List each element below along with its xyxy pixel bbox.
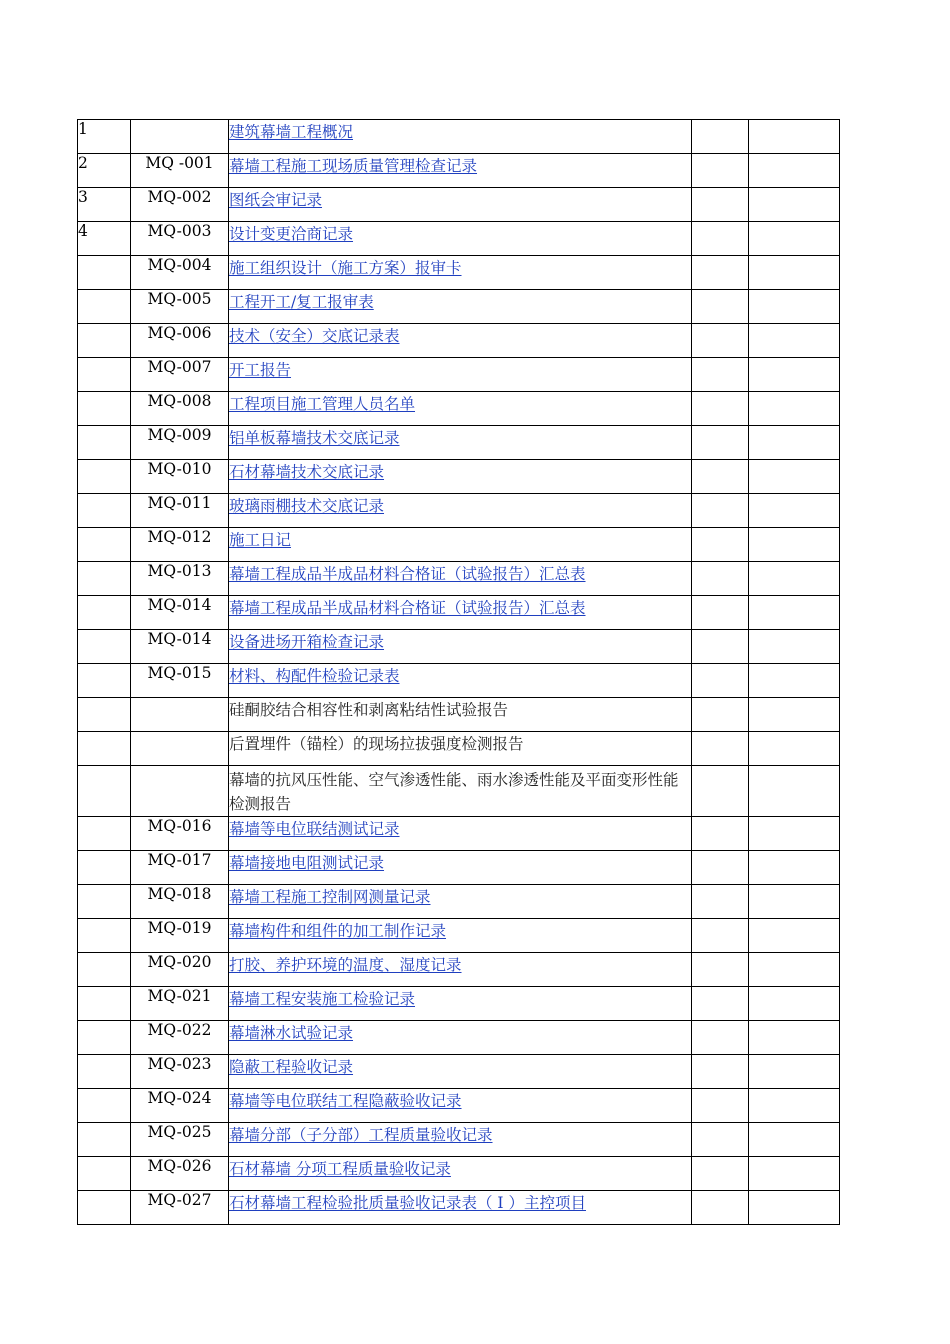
record-title-cell (229, 324, 692, 358)
empty-cell (692, 222, 749, 256)
table-row (78, 630, 840, 664)
record-code-cell: MQ-023 (131, 1055, 229, 1089)
row-number-cell (78, 732, 131, 766)
empty-cell (749, 851, 840, 885)
table-row (78, 188, 840, 222)
record-title-cell (229, 1191, 692, 1225)
record-title-cell (229, 664, 692, 698)
record-title-cell (229, 188, 692, 222)
empty-cell (749, 392, 840, 426)
record-code-cell: MQ-014 (131, 596, 229, 630)
empty-cell (692, 596, 749, 630)
empty-cell (749, 1021, 840, 1055)
row-number-cell: 4 (78, 222, 131, 256)
empty-cell (692, 732, 749, 766)
table-row (78, 1021, 840, 1055)
empty-cell (692, 698, 749, 732)
record-title-text: 硅酮胶结合相容性和剥离粘结性试验报告 (229, 701, 509, 719)
empty-cell (692, 562, 749, 596)
record-title-link[interactable]: 幕墙接地电阻测试记录 (229, 854, 385, 872)
record-title-cell (229, 392, 692, 426)
record-code-cell: MQ-017 (131, 851, 229, 885)
row-number-cell (78, 1055, 131, 1089)
table-row (78, 1123, 840, 1157)
record-code-cell (131, 732, 229, 766)
empty-cell (692, 120, 749, 154)
record-title-link[interactable]: 铝单板幕墙技术交底记录 (229, 429, 400, 447)
record-code-cell: MQ-021 (131, 987, 229, 1021)
record-code-cell: MQ-005 (131, 290, 229, 324)
record-code-cell: MQ-022 (131, 1021, 229, 1055)
record-code-cell: MQ-008 (131, 392, 229, 426)
row-number-cell (78, 494, 131, 528)
record-title-cell (229, 1123, 692, 1157)
record-title-cell (229, 851, 692, 885)
empty-cell (692, 188, 749, 222)
record-title-link[interactable]: 玻璃雨棚技术交底记录 (229, 497, 385, 515)
table-row (78, 766, 840, 817)
empty-cell (692, 426, 749, 460)
empty-cell (692, 324, 749, 358)
empty-cell (692, 664, 749, 698)
empty-cell (692, 256, 749, 290)
table-row (78, 222, 840, 256)
record-title-link[interactable]: 幕墙等电位联结工程隐蔽验收记录 (229, 1092, 462, 1110)
empty-cell (692, 1089, 749, 1123)
empty-cell (692, 1123, 749, 1157)
record-title-link[interactable]: 幕墙工程安装施工检验记录 (229, 990, 416, 1008)
row-number-cell (78, 919, 131, 953)
record-title-link[interactable]: 施工日记 (229, 531, 292, 549)
record-title-link[interactable]: 施工组织设计（施工方案）报审卡 (229, 259, 462, 277)
empty-cell (749, 1123, 840, 1157)
empty-cell (692, 885, 749, 919)
empty-cell (692, 290, 749, 324)
record-title-cell (229, 528, 692, 562)
record-title-link[interactable]: 幕墙工程施工控制网测量记录 (229, 888, 431, 906)
table-row (78, 494, 840, 528)
row-number-cell (78, 953, 131, 987)
empty-cell (749, 222, 840, 256)
record-title-cell (229, 1021, 692, 1055)
record-title-cell (229, 154, 692, 188)
table-row (78, 256, 840, 290)
empty-cell (692, 953, 749, 987)
table-row (78, 919, 840, 953)
row-number-cell (78, 766, 131, 817)
record-title-cell (229, 953, 692, 987)
record-title-link[interactable]: 幕墙工程施工现场质量管理检查记录 (229, 157, 478, 175)
row-number-cell (78, 426, 131, 460)
record-code-cell: MQ-012 (131, 528, 229, 562)
row-number-cell (78, 698, 131, 732)
row-number-cell (78, 630, 131, 664)
table-row (78, 528, 840, 562)
empty-cell (692, 817, 749, 851)
record-title-cell (229, 987, 692, 1021)
record-title-cell (229, 630, 692, 664)
table-row (78, 154, 840, 188)
empty-cell (749, 987, 840, 1021)
record-title-cell (229, 256, 692, 290)
empty-cell (692, 1021, 749, 1055)
empty-cell (749, 919, 840, 953)
record-code-cell: MQ-019 (131, 919, 229, 953)
record-title-link[interactable]: 图纸会审记录 (229, 191, 323, 209)
empty-cell (749, 817, 840, 851)
record-code-cell: MQ-020 (131, 953, 229, 987)
record-code-cell: MQ-011 (131, 494, 229, 528)
row-number-cell: 2 (78, 154, 131, 188)
record-title-link[interactable]: 工程开工/复工报审表 (229, 293, 374, 311)
record-title-link[interactable]: 设备进场开箱检查记录 (229, 633, 385, 651)
record-title-link[interactable]: 建筑幕墙工程概况 (229, 123, 354, 141)
empty-cell (692, 766, 749, 817)
empty-cell (692, 1055, 749, 1089)
record-code-cell: MQ-015 (131, 664, 229, 698)
record-code-cell: MQ -001 (131, 154, 229, 188)
record-title-cell (229, 120, 692, 154)
record-title-link[interactable]: 幕墙分部（子分部）工程质量验收记录 (229, 1126, 493, 1144)
record-code-cell: MQ-003 (131, 222, 229, 256)
record-code-cell: MQ-024 (131, 1089, 229, 1123)
record-code-cell: MQ-009 (131, 426, 229, 460)
row-number-cell (78, 596, 131, 630)
empty-cell (749, 426, 840, 460)
row-number-cell (78, 1157, 131, 1191)
record-title-cell (229, 290, 692, 324)
record-title-link[interactable]: 隐蔽工程验收记录 (229, 1058, 354, 1076)
record-title-cell (229, 358, 692, 392)
record-title-cell (229, 1055, 692, 1089)
row-number-cell (78, 1021, 131, 1055)
table-row (78, 426, 840, 460)
record-title-cell (229, 1157, 692, 1191)
row-number-cell (78, 358, 131, 392)
record-title-link[interactable]: 技术（安全）交底记录表 (229, 327, 400, 345)
empty-cell (749, 358, 840, 392)
empty-cell (749, 953, 840, 987)
record-title-link[interactable]: 石材幕墙工程检验批质量验收记录表（ Ⅰ ）主控项目 (229, 1194, 586, 1212)
empty-cell (749, 528, 840, 562)
empty-cell (692, 851, 749, 885)
record-title-cell (229, 562, 692, 596)
document-index-table (77, 119, 840, 1225)
table-row (78, 987, 840, 1021)
empty-cell (749, 324, 840, 358)
row-number-cell (78, 528, 131, 562)
empty-cell (749, 732, 840, 766)
table-row (78, 460, 840, 494)
record-code-cell (131, 698, 229, 732)
record-title-link[interactable]: 设计变更洽商记录 (229, 225, 354, 243)
table-row (78, 1191, 840, 1225)
record-title-cell (229, 919, 692, 953)
record-title-link[interactable]: 幕墙等电位联结测试记录 (229, 820, 400, 838)
table-row (78, 953, 840, 987)
row-number-cell (78, 817, 131, 851)
record-title-cell (229, 732, 692, 766)
record-title-text: 后置埋件（锚栓）的现场拉拔强度检测报告 (229, 735, 524, 753)
row-number-cell (78, 324, 131, 358)
table-row (78, 290, 840, 324)
empty-cell (749, 664, 840, 698)
empty-cell (749, 630, 840, 664)
table-row (78, 732, 840, 766)
empty-cell (692, 1157, 749, 1191)
record-title-cell (229, 426, 692, 460)
row-number-cell (78, 1191, 131, 1225)
record-code-cell: MQ-027 (131, 1191, 229, 1225)
empty-cell (692, 528, 749, 562)
record-code-cell: MQ-018 (131, 885, 229, 919)
empty-cell (692, 154, 749, 188)
record-code-cell: MQ-006 (131, 324, 229, 358)
empty-cell (749, 885, 840, 919)
record-title-text: 幕墙的抗风压性能、空气渗透性能、雨水渗透性能及平面变形性能检测报告 (229, 771, 679, 813)
empty-cell (692, 494, 749, 528)
record-title-link[interactable]: 幕墙工程成品半成品材料合格证（试验报告）汇总表 (229, 599, 586, 617)
table-row (78, 1055, 840, 1089)
record-code-cell: MQ-014 (131, 630, 229, 664)
record-title-link[interactable]: 石材幕墙技术交底记录 (229, 463, 385, 481)
empty-cell (749, 766, 840, 817)
table-row (78, 1089, 840, 1123)
empty-cell (749, 460, 840, 494)
record-code-cell (131, 766, 229, 817)
empty-cell (749, 1191, 840, 1225)
table-row (78, 1157, 840, 1191)
row-number-cell: 1 (78, 120, 131, 154)
row-number-cell (78, 290, 131, 324)
empty-cell (749, 494, 840, 528)
empty-cell (749, 290, 840, 324)
record-title-cell (229, 698, 692, 732)
record-title-cell (229, 494, 692, 528)
record-title-cell (229, 1089, 692, 1123)
record-code-cell: MQ-007 (131, 358, 229, 392)
record-title-link[interactable]: 材料、构配件检验记录表 (229, 667, 400, 685)
row-number-cell (78, 1123, 131, 1157)
record-title-cell (229, 596, 692, 630)
record-title-cell (229, 885, 692, 919)
table-row (78, 596, 840, 630)
table-row (78, 324, 840, 358)
empty-cell (749, 1157, 840, 1191)
table-row (78, 120, 840, 154)
empty-cell (692, 919, 749, 953)
table-row (78, 562, 840, 596)
table-row (78, 392, 840, 426)
record-title-link[interactable]: 开工报告 (229, 361, 292, 379)
empty-cell (692, 358, 749, 392)
record-code-cell: MQ-013 (131, 562, 229, 596)
table-row (78, 664, 840, 698)
empty-cell (749, 1055, 840, 1089)
row-number-cell (78, 562, 131, 596)
empty-cell (749, 698, 840, 732)
row-number-cell (78, 392, 131, 426)
table-row (78, 698, 840, 732)
record-code-cell: MQ-004 (131, 256, 229, 290)
record-code-cell: MQ-002 (131, 188, 229, 222)
record-title-link[interactable]: 工程项目施工管理人员名单 (229, 395, 416, 413)
empty-cell (692, 987, 749, 1021)
empty-cell (692, 460, 749, 494)
table-row (78, 817, 840, 851)
record-title-link[interactable]: 幕墙淋水试验记录 (229, 1024, 354, 1042)
record-title-link[interactable]: 幕墙构件和组件的加工制作记录 (229, 922, 447, 940)
row-number-cell (78, 885, 131, 919)
record-code-cell: MQ-026 (131, 1157, 229, 1191)
row-number-cell (78, 1089, 131, 1123)
row-number-cell: 3 (78, 188, 131, 222)
record-code-cell: MQ-025 (131, 1123, 229, 1157)
record-title-link[interactable]: 打胶、养护环境的温度、湿度记录 (229, 956, 462, 974)
table-row (78, 885, 840, 919)
index-table-body (78, 120, 840, 1225)
record-code-cell (131, 120, 229, 154)
empty-cell (749, 1089, 840, 1123)
record-title-link[interactable]: 石材幕墙 分项工程质量验收记录 (229, 1160, 451, 1178)
record-title-cell (229, 222, 692, 256)
empty-cell (692, 1191, 749, 1225)
row-number-cell (78, 256, 131, 290)
empty-cell (749, 562, 840, 596)
table-row (78, 851, 840, 885)
row-number-cell (78, 987, 131, 1021)
empty-cell (749, 596, 840, 630)
empty-cell (749, 188, 840, 222)
empty-cell (749, 120, 840, 154)
record-title-cell (229, 766, 692, 817)
record-code-cell: MQ-016 (131, 817, 229, 851)
empty-cell (692, 630, 749, 664)
row-number-cell (78, 460, 131, 494)
record-title-cell (229, 460, 692, 494)
empty-cell (749, 256, 840, 290)
row-number-cell (78, 664, 131, 698)
empty-cell (692, 392, 749, 426)
record-code-cell: MQ-010 (131, 460, 229, 494)
record-title-link[interactable]: 幕墙工程成品半成品材料合格证（试验报告）汇总表 (229, 565, 586, 583)
table-row (78, 358, 840, 392)
row-number-cell (78, 851, 131, 885)
empty-cell (749, 154, 840, 188)
record-title-cell (229, 817, 692, 851)
